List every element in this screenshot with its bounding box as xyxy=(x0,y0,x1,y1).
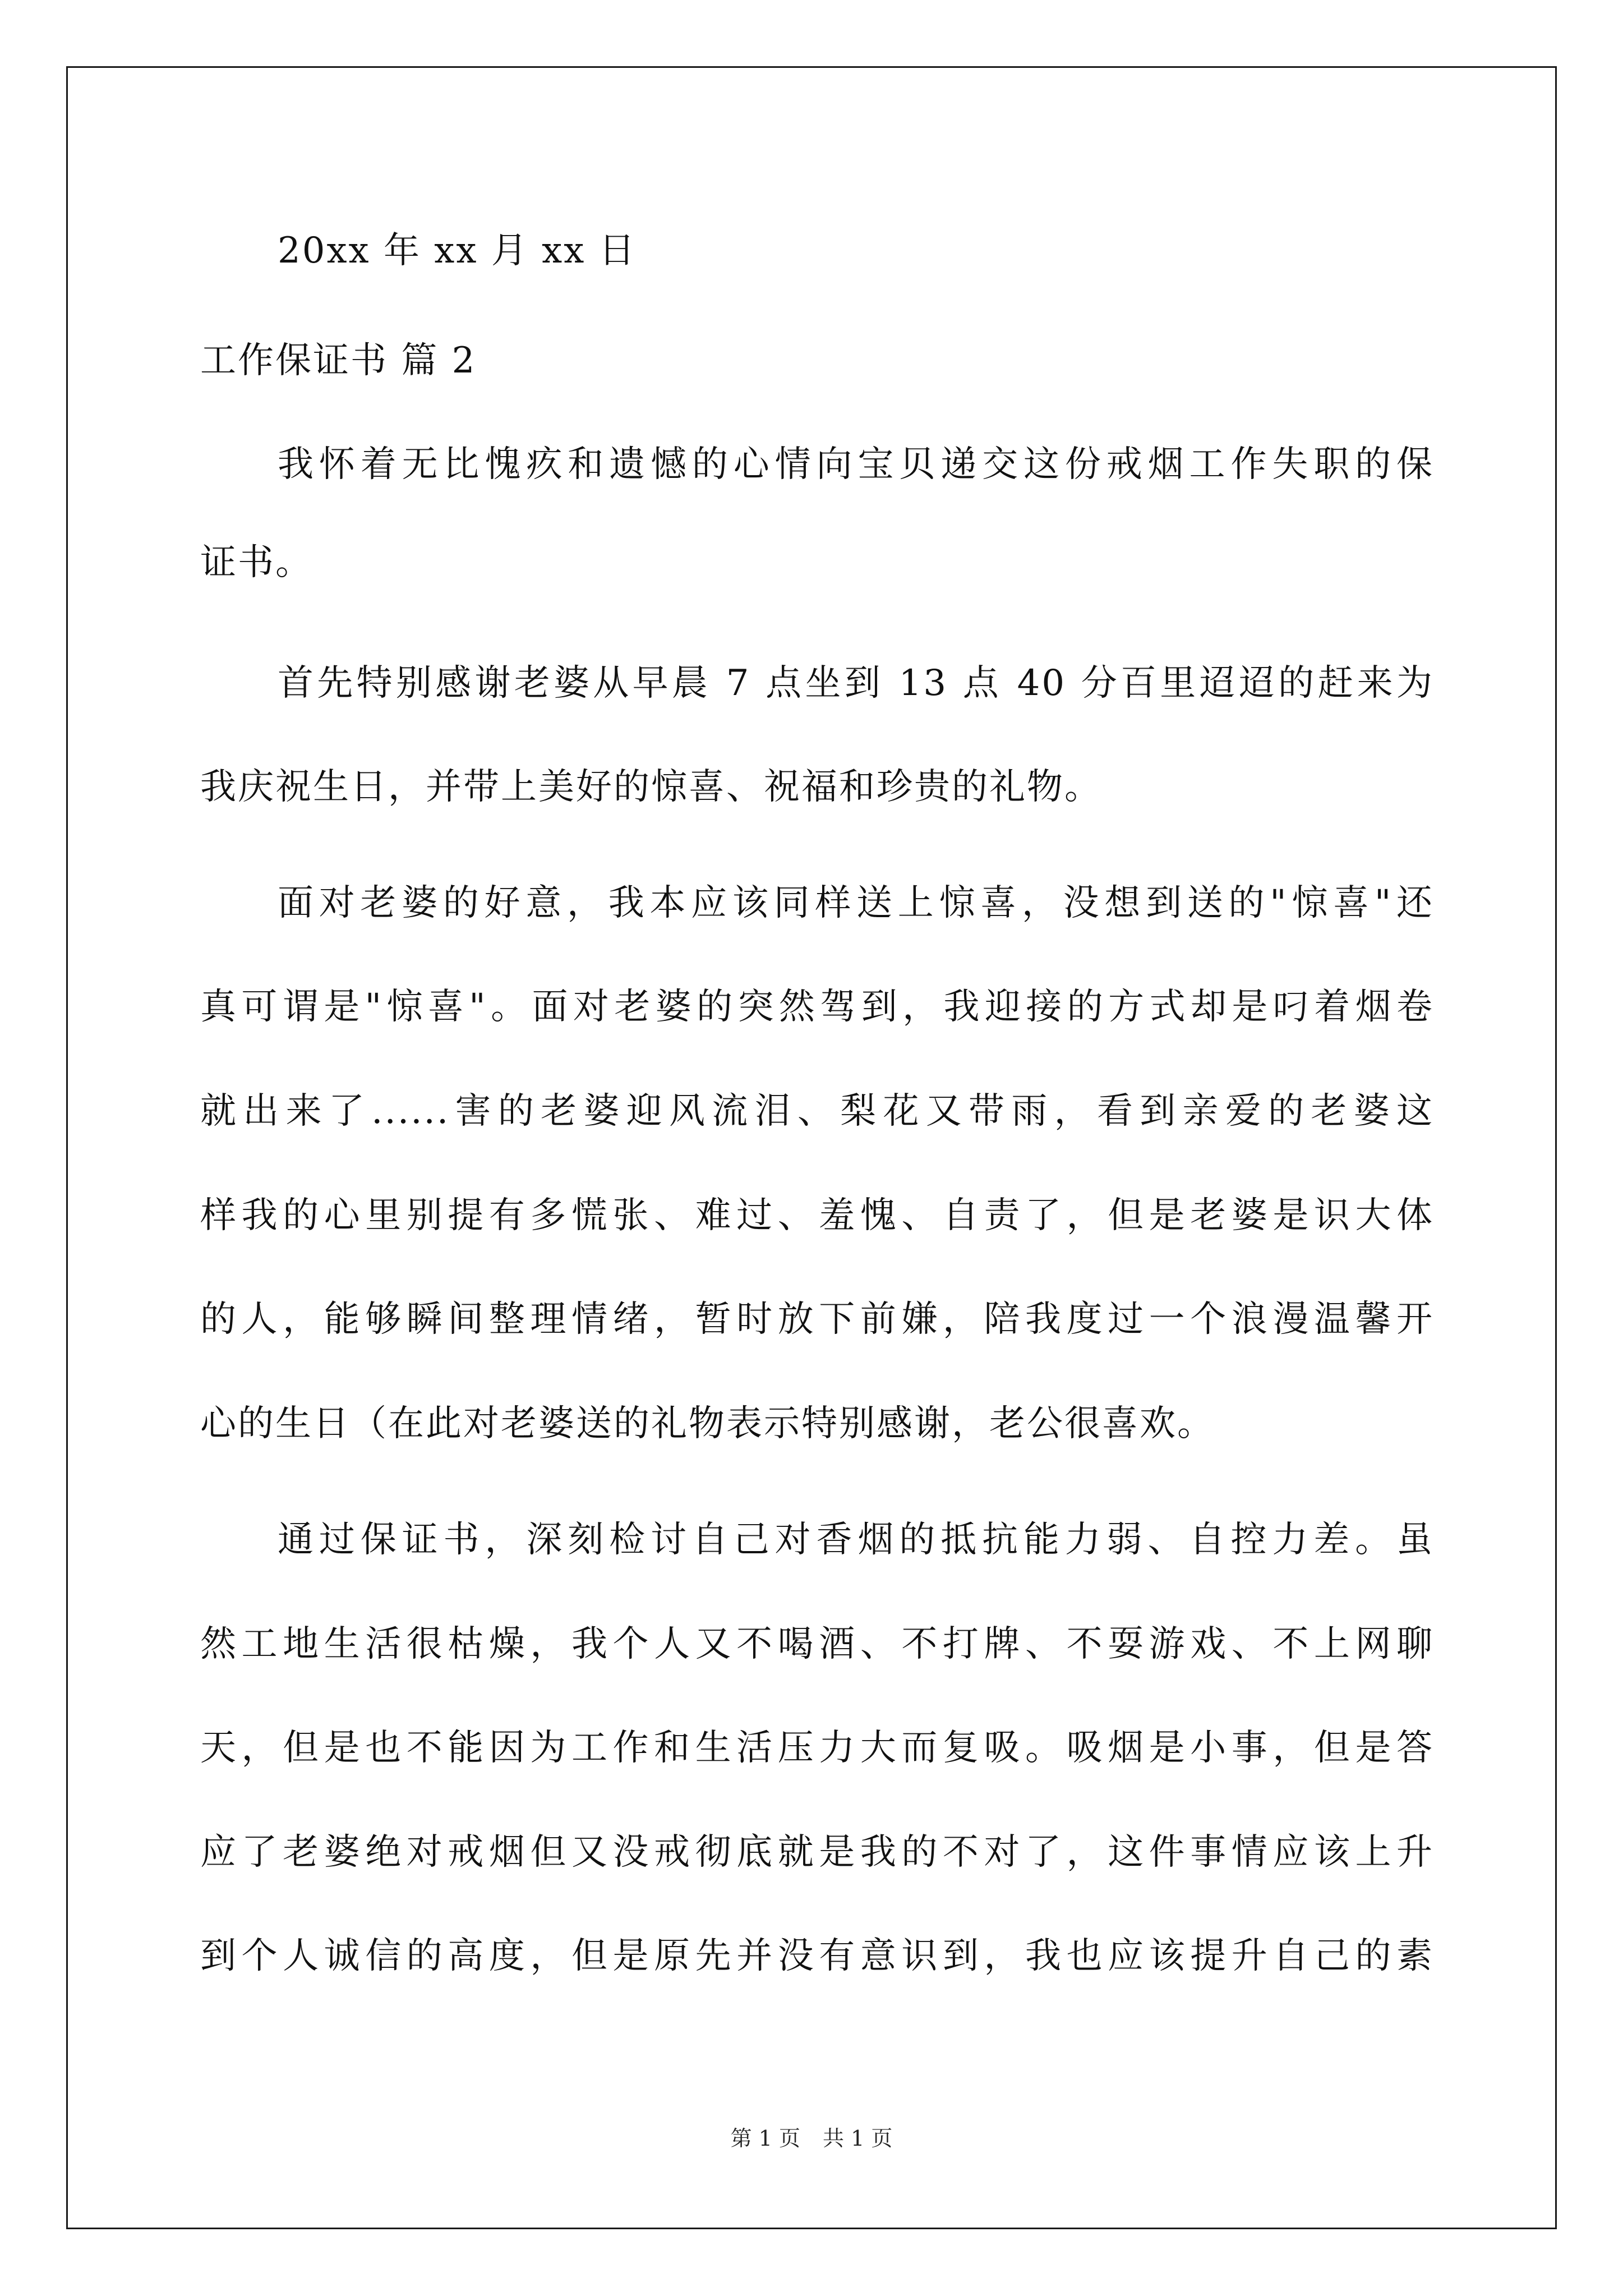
paragraph-line: 首先特别感谢老婆从早晨 7 点坐到 13 点 40 分百里迢迢的赶来为 xyxy=(278,662,1434,704)
paragraph-line: 应了老婆绝对戒烟但又没戒彻底就是我的不对了，这件事情应该上升 xyxy=(200,1832,1434,1873)
paragraph-line: 然工地生活很枯燥，我个人又不喝酒、不打牌、不耍游戏、不上网聊 xyxy=(200,1623,1434,1665)
date-line: 20xx 年 xx 月 xx 日 xyxy=(278,230,637,272)
paragraph-line: 通过保证书，深刻检讨自己对香烟的抵抗能力弱、自控力差。虽 xyxy=(278,1519,1434,1561)
page-footer xyxy=(0,2125,1623,2152)
paragraph-line: 我怀着无比愧疚和遗憾的心情向宝贝递交这份戒烟工作失职的保 xyxy=(278,444,1434,485)
paragraph-line: 样我的心里别提有多慌张、难过、羞愧、自责了，但是老婆是识大体 xyxy=(200,1195,1434,1236)
page-border xyxy=(66,66,1557,2229)
paragraph-line: 面对老婆的好意，我本应该同样送上惊喜，没想到送的"惊喜"还 xyxy=(278,882,1434,924)
paragraph-line: 证书。 xyxy=(200,542,313,583)
page-number: 第 1 页 xyxy=(730,2126,800,2151)
page-total: 共 1 页 xyxy=(823,2126,893,2151)
paragraph-line: 真可谓是"惊喜"。面对老婆的突然驾到，我迎接的方式却是叼着烟卷 xyxy=(200,986,1434,1028)
paragraph-line: 的人，能够瞬间整理情绪，暂时放下前嫌，陪我度过一个浪漫温馨开 xyxy=(200,1299,1434,1340)
section-title: 工作保证书 篇 2 xyxy=(200,340,477,381)
paragraph-line: 到个人诚信的高度，但是原先并没有意识到，我也应该提升自己的素 xyxy=(200,1935,1434,1977)
paragraph-line: 心的生日（在此对老婆送的礼物表示特别感谢，老公很喜欢。 xyxy=(200,1403,1215,1444)
paragraph-line: 天，但是也不能因为工作和生活压力大而复吸。吸烟是小事，但是答 xyxy=(200,1727,1434,1769)
paragraph-line: 就出来了......害的老婆迎风流泪、梨花又带雨，看到亲爱的老婆这 xyxy=(200,1091,1434,1132)
paragraph-line: 我庆祝生日，并带上美好的惊喜、祝福和珍贵的礼物。 xyxy=(200,766,1102,808)
